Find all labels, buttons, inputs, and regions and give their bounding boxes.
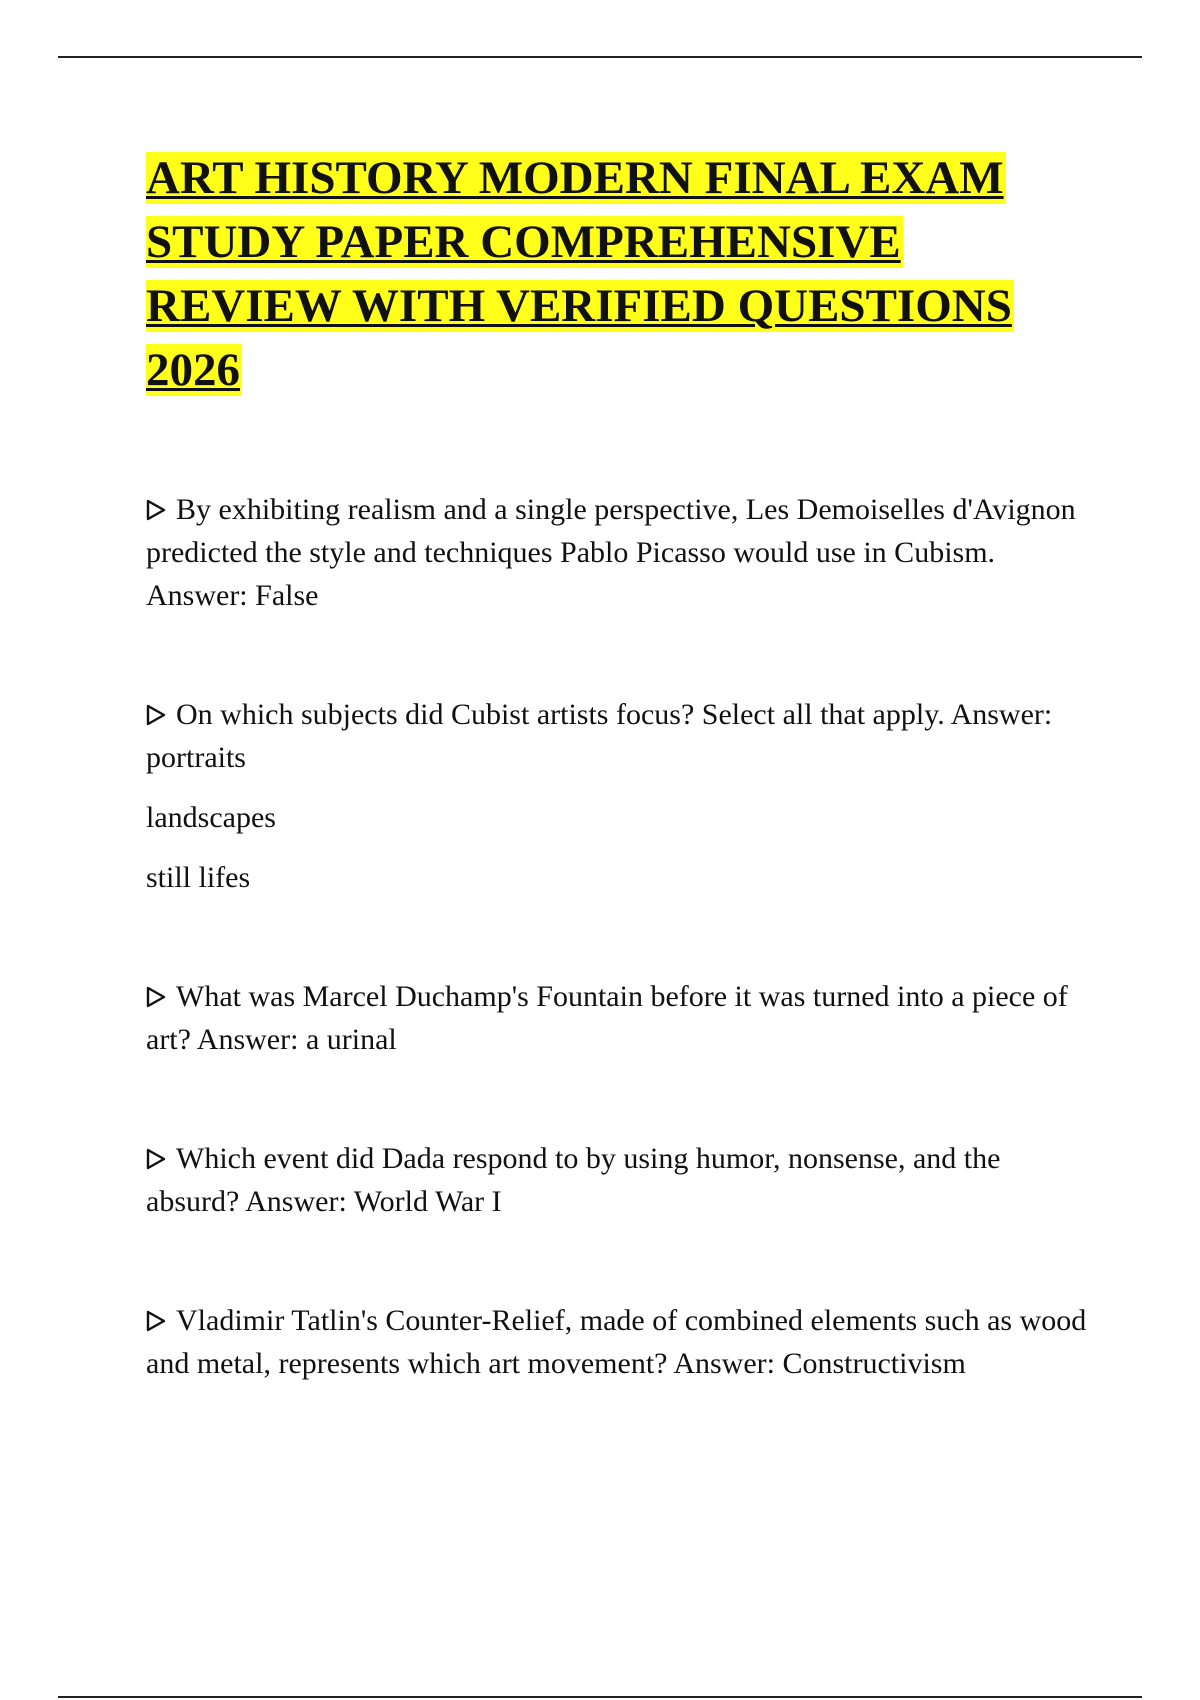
question-item (146, 975, 1096, 1061)
question-item (146, 693, 1096, 899)
top-divider (58, 56, 1142, 58)
question-item (146, 488, 1096, 617)
question-list (146, 488, 1096, 1385)
bottom-divider (58, 1696, 1142, 1698)
triangle-right-outline-icon (146, 1299, 176, 1342)
question-text: Which event did Dada respond to by using humor, nonsense, and the absurd? Answer: World War I (146, 1142, 1001, 1218)
question-text: By exhibiting realism and a single perspective, Les Demoiselles d'Avignon predicted the style and techniques Pablo Picasso would use in Cubism. Answer: False (146, 493, 1076, 612)
triangle-right-outline-icon (146, 1137, 176, 1180)
document-page (146, 146, 1096, 1461)
triangle-right-outline-icon (146, 488, 176, 531)
triangle-right-outline-icon (146, 975, 176, 1018)
triangle-right-outline-icon (146, 693, 176, 736)
question-item (146, 1137, 1096, 1223)
question-text: What was Marcel Duchamp's Fountain before it was turned into a piece of art? Answer: a urinal (146, 980, 1068, 1056)
question-item (146, 1299, 1096, 1385)
document-title-text: ART HISTORY MODERN FINAL EXAM STUDY PAPER COMPREHENSIVE REVIEW WITH VERIFIED QUESTIONS 2026 (146, 152, 1012, 396)
document-title (146, 146, 1096, 402)
answer-line: landscapes (146, 801, 276, 834)
answer-line: still lifes (146, 861, 251, 894)
question-text: On which subjects did Cubist artists focus? Select all that apply. Answer: portraits (146, 698, 1053, 774)
question-text: Vladimir Tatlin's Counter-Relief, made of combined elements such as wood and metal, represents which art movement? Answer: Constructivism (146, 1304, 1087, 1380)
